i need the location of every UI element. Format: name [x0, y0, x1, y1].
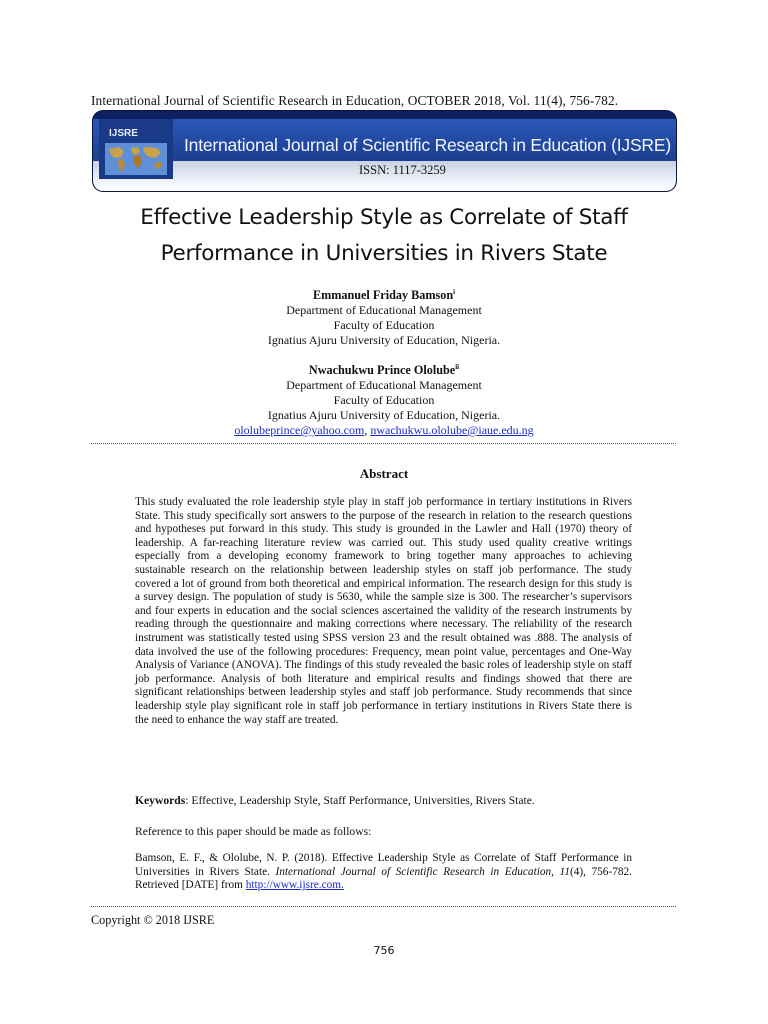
email-link-2[interactable]: nwachukwu.ololube@iaue.edu.ng	[370, 423, 534, 438]
author-name-text: Nwachukwu Prince Ololube	[308, 363, 456, 378]
author-university: Ignatius Ajuru University of Education, Nigeria.	[267, 333, 501, 348]
paper-title	[0, 200, 768, 272]
author-emails	[0, 423, 768, 438]
author-block-2	[0, 360, 768, 438]
keywords	[135, 794, 635, 807]
email-separator: ,	[364, 423, 371, 438]
title-line-1: Effective Leadership Style as Correlate of Staff	[140, 205, 628, 230]
page-number: 756	[373, 944, 395, 957]
author-block-1	[0, 285, 768, 348]
author-marker: ii	[455, 363, 460, 371]
author-university: Ignatius Ajuru University of Education, Nigeria.	[267, 408, 501, 423]
journal-banner	[93, 111, 676, 191]
world-map-icon	[105, 143, 167, 175]
divider-bottom	[91, 906, 676, 907]
citation-text-after: (4), 756-782. Retrieved [DATE] from	[135, 865, 632, 892]
keywords-label: Keywords	[135, 794, 186, 807]
author-faculty: Faculty of Education	[333, 318, 435, 333]
author-name	[0, 360, 768, 378]
journal-logo	[99, 119, 173, 179]
citation	[135, 852, 632, 893]
reference-intro: Reference to this paper should be made as follows:	[135, 825, 372, 838]
author-department: Department of Educational Management	[286, 303, 482, 318]
author-name	[0, 285, 768, 303]
running-head: International Journal of Scientific Research in Education, OCTOBER 2018, Vol. 11(4), 756-782.	[91, 93, 619, 108]
copyright: Copyright © 2018 IJSRE	[91, 913, 215, 927]
divider-top	[91, 443, 676, 444]
abstract-heading: Abstract	[359, 466, 409, 481]
logo-label: IJSRE	[109, 128, 138, 139]
banner-issn: ISSN: 1117-3259	[359, 163, 446, 177]
author-marker: i	[453, 288, 456, 296]
banner-title: International Journal of Scientific Research in Education (IJSRE)	[184, 135, 671, 155]
citation-link[interactable]: http://www.ijsre.com.	[245, 879, 344, 892]
email-link-1[interactable]: ololubeprince@yahoo.com	[234, 423, 365, 438]
abstract-text: This study evaluated the role leadership style play in staff job performance in tertiary institutions in Rivers State. This study specifically sort answers to the purpose of the research in relation to the research questions and hypotheses put forward in this study. This study is grounded in the Lawler and Hall (1970) theory of leadership. A far-reaching literature review was carried out. This study used quality creative writings especially from a developing economy framework to bring together many approaches to achieving sustainable research on the relationship between leadership styles on staff job performance. The study covered a lot of ground from both theoretical and empirical information. The research design for this study is a survey design. The population of study is 5630, while the sample size is 300. The researcher’s supervisors and four experts in education and the social sciences ascertained the validity of the research instruments by reading through the questionnaire and making corrections where necessary. The reliability of the research instrument was statistically tested using SPSS version 23 and the result obtained was .888. The analysis of data involved the use of the following procedures: Frequency, mean point value, percentages and One-Way Analysis of Variance (ANOVA). The findings of this study revealed the basic roles of leadership style on staff job performance. Analysis of both literature and empirical results and findings showed that there are significant relationships between leadership styles and staff job performance. Study recommends that since leadership style play significant role in staff job performance in tertiary institutions in Rivers State there is the need to enhance the way staff are treated.	[135, 496, 632, 726]
author-faculty: Faculty of Education	[333, 393, 435, 408]
citation-text: Bamson, E. F., & Ololube, N. P. (2018). Effective Leadership Style as Correlate of Staff Performance in Universities in Rivers State.	[135, 852, 632, 878]
citation-journal: International Journal of Scientific Research in Education, 11	[275, 865, 570, 878]
author-department: Department of Educational Management	[286, 378, 482, 393]
title-line-2: Performance in Universities in Rivers State	[160, 241, 608, 266]
keywords-text: : Effective, Leadership Style, Staff Performance, Universities, Rivers State.	[185, 794, 535, 807]
author-name-text: Emmanuel Friday Bamson	[312, 288, 454, 303]
